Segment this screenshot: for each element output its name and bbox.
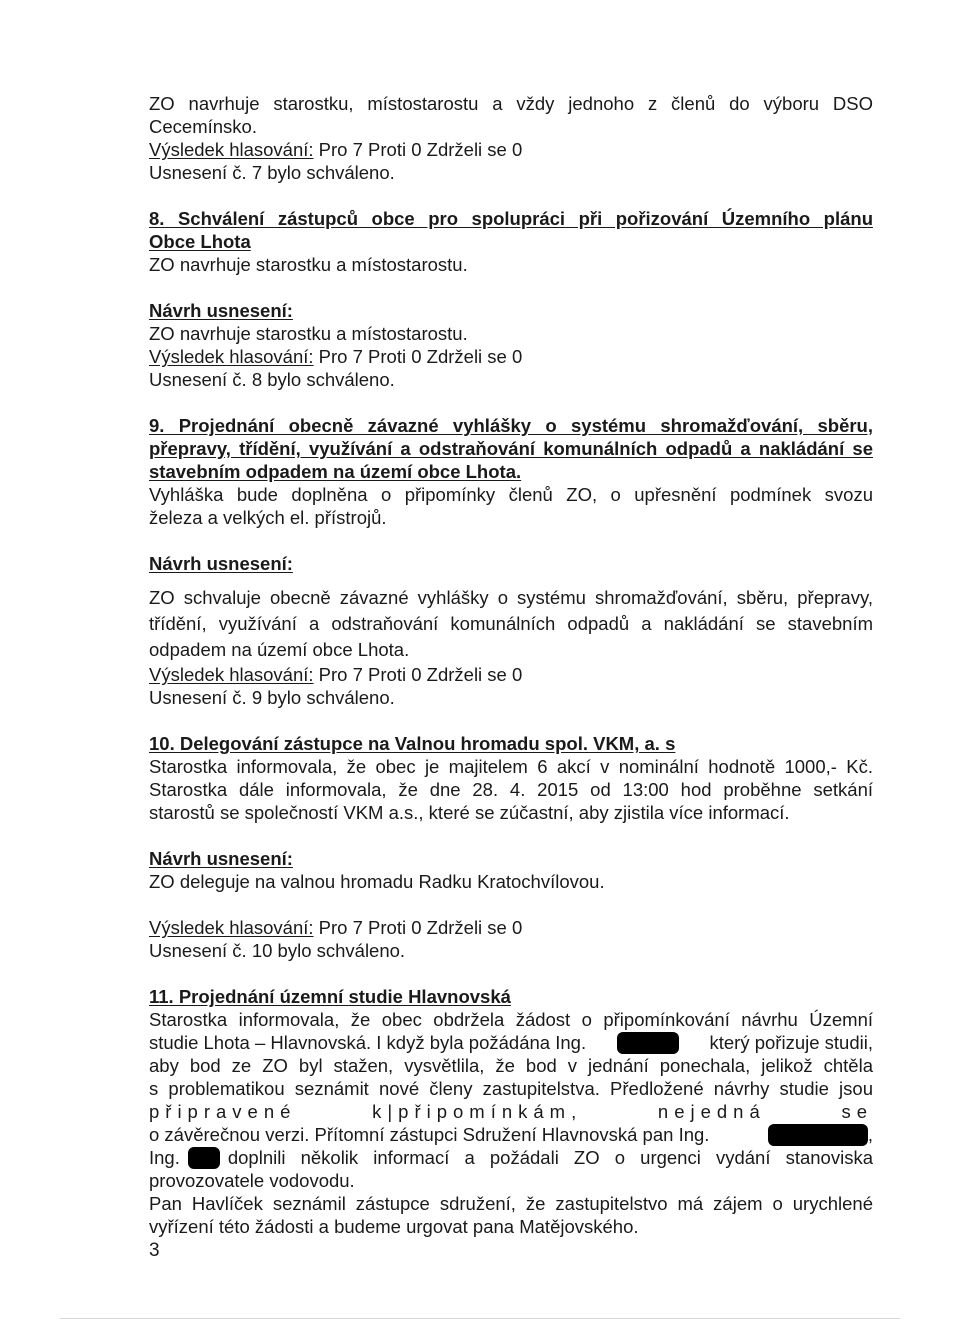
item9-intro-cont: železa a velkých el. přístrojů.	[149, 507, 387, 528]
proposal-label: Návrh usnesení:	[149, 300, 293, 321]
vote-values: Pro 7 Proti 0 Zdrželi se 0	[313, 346, 523, 367]
proposal-text-cont2: odpadem na území obce Lhota.	[149, 639, 410, 660]
vote-values: Pro 7 Proti 0 Zdrželi se 0	[313, 139, 523, 160]
vote-result	[149, 663, 873, 686]
item11-paragraph-line	[149, 1123, 873, 1146]
resolution-status: Usnesení č. 8 bylo schváleno.	[149, 369, 395, 390]
vote-label: Výsledek hlasování:	[149, 346, 314, 367]
vote-result	[149, 345, 873, 368]
resolution-status: Usnesení č. 9 bylo schváleno.	[149, 687, 395, 708]
vote-result	[149, 916, 873, 939]
resolution-status: Usnesení č. 7 bylo schváleno.	[149, 162, 395, 183]
item10-intro-cont: Starostka dále informovala, že dne 28. 4. 2015 od 13:00 hod proběhne setkání	[149, 779, 873, 800]
item11-paragraph-line	[149, 1146, 873, 1169]
item9-heading: 9. Projednání obecně závazné vyhlášky o systému shromažďování, sběru,	[149, 415, 873, 436]
item11-paragraph: Starostka informovala, že obec obdržela žádost o připomínkování návrhu Územní	[149, 1009, 873, 1030]
item9-heading-cont2: stavebním odpadem na území obce Lhota.	[149, 461, 522, 482]
text-fragment: studie Lhota – Hlavnovská. I když byla požádána Ing.	[149, 1032, 587, 1053]
vote-label: Výsledek hlasování:	[149, 664, 314, 685]
item7-text-cont: Cecemínsko.	[149, 116, 257, 137]
item10-intro: Starostka informovala, že obec je majitelem 6 akcí v nominální hodnotě 1000,- Kč.	[149, 756, 873, 777]
text-fragment: ,	[867, 1124, 873, 1145]
vote-values: Pro 7 Proti 0 Zdrželi se 0	[313, 917, 523, 938]
item8-intro: ZO navrhuje starostku a místostarostu.	[149, 254, 468, 275]
proposal-text: ZO deleguje na valnou hromadu Radku Kratochvílovou.	[149, 871, 605, 892]
scan-edge-line	[60, 1318, 900, 1319]
item7-text: ZO navrhuje starostku, místostarostu a vždy jednoho z členů do výboru DSO	[149, 93, 873, 114]
text-fragment: o závěrečnou verzi. Přítomní zástupci Sdružení Hlavnovská pan Ing.	[149, 1124, 710, 1145]
item11-paragraph2: Pan Havlíček seznámil zástupce sdružení, že zastupitelstvo má zájem o urychlené	[149, 1193, 873, 1214]
item11-paragraph-line	[149, 1031, 873, 1054]
text-fragment: doplnili několik informací a požádali ZO o urgenci vydání stanoviska	[227, 1147, 873, 1168]
proposal-text-cont: třídění, využívání a odstraňování komunálních odpadů a nakládání se stavebním	[149, 613, 873, 634]
item11-paragraph-line: připravené k|připomínkám, nejedná se	[149, 1101, 873, 1122]
item9-heading-cont: přepravy, třídění, využívání a odstraňování komunálních odpadů a nakládání se	[149, 438, 873, 459]
proposal-label: Návrh usnesení:	[149, 553, 293, 574]
item11-paragraph-line: provozovatele vodovodu.	[149, 1170, 355, 1191]
text-fragment: Ing.	[149, 1147, 180, 1168]
item8-heading-cont: Obce Lhota	[149, 231, 251, 252]
vote-result	[149, 138, 873, 161]
vote-values: Pro 7 Proti 0 Zdrželi se 0	[313, 664, 523, 685]
item11-paragraph-line: s problematikou seznámit nové členy zastupitelstva. Předložené návrhy studie jsou	[149, 1078, 873, 1099]
item11-paragraph2-line: vyřízení této žádosti a budeme urgovat pana Matějovského.	[149, 1216, 639, 1237]
proposal-label: Návrh usnesení:	[149, 848, 293, 869]
redaction-block	[617, 1032, 679, 1054]
item11-paragraph-line: aby bod ze ZO byl stažen, vysvětlila, že bod v jednání ponechala, jelikož chtěla	[149, 1055, 873, 1076]
item8-heading: 8. Schválení zástupců obce pro spolupráci při pořizování Územního plánu	[149, 208, 873, 229]
redaction-block	[188, 1147, 220, 1169]
minutes-content	[149, 92, 873, 1238]
item9-intro: Vyhláška bude doplněna o připomínky členů ZO, o upřesnění podmínek svozu	[149, 484, 873, 505]
resolution-status: Usnesení č. 10 bylo schváleno.	[149, 940, 406, 961]
page-number: 3	[149, 1240, 160, 1261]
item10-intro-cont2: starostů se společností VKM a.s., které se zúčastní, aby zjistila více informací.	[149, 802, 790, 823]
redaction-block	[768, 1124, 868, 1146]
item11-heading: 11. Projednání územní studie Hlavnovská	[149, 986, 511, 1007]
vote-label: Výsledek hlasování:	[149, 917, 314, 938]
proposal-text: ZO schvaluje obecně závazné vyhlášky o systému shromažďování, sběru, přepravy,	[149, 587, 873, 608]
text-fragment: který pořizuje studii,	[709, 1032, 873, 1053]
item10-heading: 10. Delegování zástupce na Valnou hromadu spol. VKM, a. s	[149, 733, 676, 754]
proposal-text: ZO navrhuje starostku a místostarostu.	[149, 323, 468, 344]
vote-label: Výsledek hlasování:	[149, 139, 314, 160]
